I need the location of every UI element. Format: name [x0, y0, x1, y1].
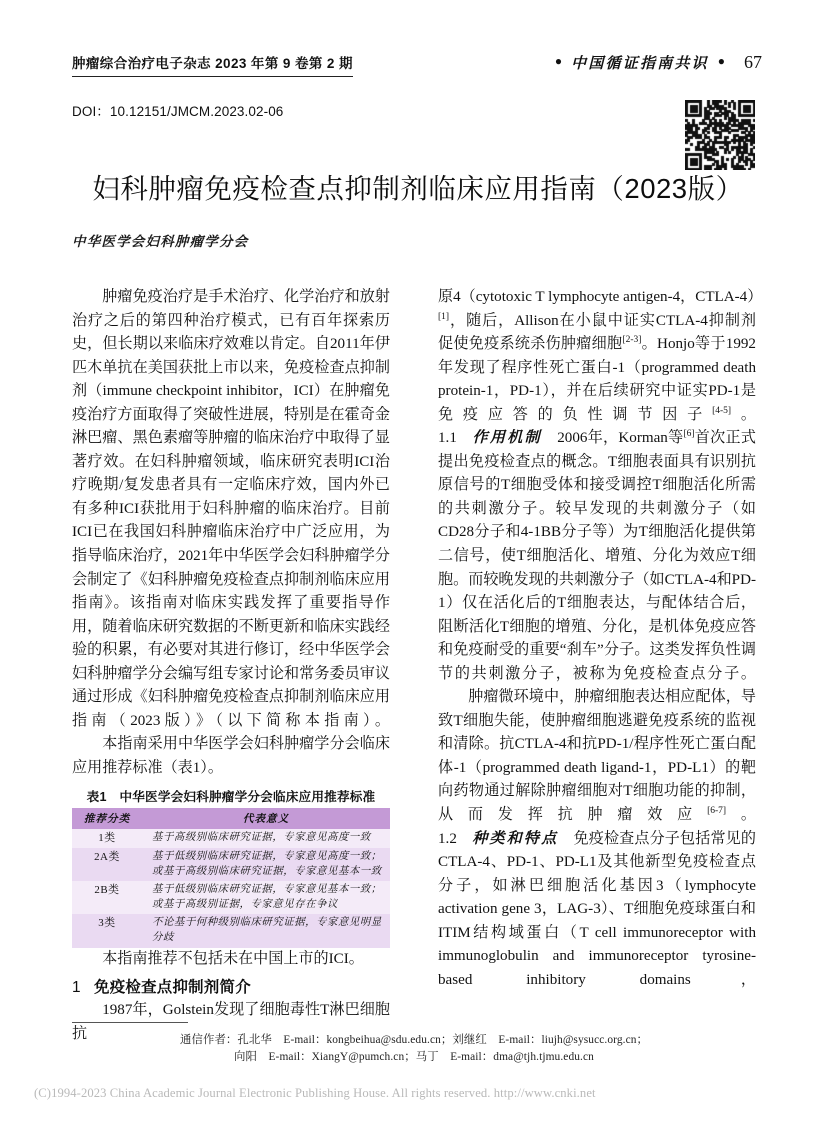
text-run: 肿瘤微环境中，肿瘤细胞表达相应配体，导致T细胞失能，使肿瘤细胞逃避免疫系统的监视和清除。抗CTLA-4和抗PD-1/程序性死亡蛋白配体-1（programmed death ligand-1，PD-L1）的靶向药物通过解除肿瘤细胞对T细胞功能的抑制，从而发挥抗肿瘤效应: [438, 689, 756, 824]
qr-code-icon: [685, 100, 755, 170]
meaning-line: 基于高级别临床研究证据，专家意见高度一致: [152, 832, 371, 844]
table-cell-meaning: [142, 848, 390, 881]
author-affiliation: 中华医学会妇科肿瘤学分会: [72, 234, 249, 249]
meaning-line: 基于低级别临床研究证据，专家意见高度一致；: [152, 851, 382, 863]
section-number: 1: [72, 979, 81, 997]
meaning-line: 不论基于何种级别临床研究证据，专家意见明显分歧: [152, 917, 382, 944]
correspondence-footnote: [72, 1022, 756, 1066]
text-run: 2006年，Korman等: [557, 430, 684, 447]
text-run: ，随后，Allison在小鼠中证实CTLA-4抑制剂促使免疫系统杀伤肿瘤细胞: [438, 312, 756, 353]
text-run: 。Honjo等于1992年发现了程序性死亡蛋白-1（programmed death protein-1，PD-1），并在后续研究中证实PD-1是免疫应答的负性调节因子: [438, 336, 756, 423]
citation-ref: [2-3]: [622, 335, 642, 346]
text-run: 原4（cytotoxic T lymphocyte antigen-4，CTLA-4）: [438, 289, 763, 305]
text-run: 。: [726, 807, 756, 824]
table-cell-meaning: [142, 829, 390, 848]
meaning-line: 或基于高级别证据，专家意见存在争议: [152, 898, 338, 910]
footnote-divider: [72, 1022, 188, 1023]
page-number: 67: [744, 52, 762, 72]
subsection-number: 1.1: [438, 430, 457, 447]
paragraph-ctla4-history: [438, 286, 763, 427]
table-cell-category: 2B类: [72, 881, 142, 914]
table-row: [72, 881, 390, 914]
citation-ref: [6-7]: [707, 806, 727, 816]
bullet-left-icon: ●: [554, 54, 563, 68]
table-row: [72, 914, 390, 947]
table-header-category: 推荐分类: [72, 808, 142, 829]
table-cell-category: 3类: [72, 914, 142, 947]
meaning-line: 或基于高级别临床研究证据，专家意见基本一致: [152, 865, 382, 877]
paragraph-recommendation-standard: 本指南采用中华医学会妇科肿瘤学分会临床应用推荐标准（表1）。: [72, 736, 390, 776]
table-cell-meaning: [142, 914, 390, 947]
left-column: [72, 286, 390, 1046]
paragraph-intro: 肿瘤免疫治疗是手术治疗、化学治疗和放射治疗之后的第四种治疗模式，已有百年探索历史，但长期以来临床疗效难以肯定。自2011年伊匹木单抗在美国获批上市以来，免疫检查点抑制剂（immune checkpoint inhibitor，ICI）在肿瘤免疫治疗方面取得了突破性进展，特别是在霍奇金淋巴瘤、黑色素瘤等肿瘤的临床治疗中取得了显著疗效。在妇科肿瘤领域，临床研究表明ICI治疗晚期/复发患者具有一定临床疗效，国内外已有多种ICI获批用于妇科肿瘤的临床治疗。目前ICI已在我国妇科肿瘤临床治疗中广泛应用，为指导临床治疗，2021年中华医学会妇科肿瘤学分会制定了《妇科肿瘤免疫检查点抑制剂临床应用指南》。该指南对临床实践发挥了重要指导作用，随着临床研究数据的不断更新和临床实践经验的积累，有必要对其进行修订，经中华医学会妇科肿瘤学分会编写组专家讨论和常务委员审议通过形成《妇科肿瘤免疫检查点抑制剂临床应用指南（2023版）》（以下简称本指南）。: [72, 289, 390, 729]
table-row: [72, 829, 390, 848]
citation-ref: [6]: [683, 429, 695, 440]
section-title: 免疫检查点抑制剂简介: [94, 979, 251, 997]
paragraph-mechanism: [438, 427, 756, 686]
section-heading-1: [72, 975, 390, 997]
column-title: 中国循证指南共识: [571, 56, 709, 72]
footnote-line-2: 向阳 E-mail：XiangY@pumch.cn；马丁 E-mail：dma@tjh.tjmu.edu.cn: [234, 1051, 594, 1063]
table-cell-meaning: [142, 881, 390, 914]
page-title: 妇科肿瘤免疫检查点抑制剂临床应用指南（2023版）: [92, 173, 744, 204]
table-cell-category: 1类: [72, 829, 142, 848]
meaning-line: 基于低级别临床研究证据，专家意见基本一致；: [152, 884, 382, 896]
table-caption: 表1 中华医学会妇科肿瘤学分会临床应用推荐标准: [86, 790, 376, 805]
right-column: [438, 286, 763, 992]
text-run: 。: [731, 406, 756, 423]
citation-ref: [4-5]: [712, 405, 732, 416]
subsection-title: 种类和特点: [472, 830, 559, 847]
doi-line: DOI：10.12151/JMCM.2023.02-06: [72, 104, 284, 119]
citation-ref: [1]: [438, 311, 450, 322]
table-header-row: [72, 808, 390, 829]
subsection-number: 1.2: [438, 830, 457, 847]
recommendation-table-wrap: [72, 786, 390, 947]
paragraph-scope-note: 本指南推荐不包括未在中国上市的ICI。: [102, 950, 364, 967]
paragraph-history: 1987年，Golstein发现了细胞毒性T淋巴细胞抗: [72, 1002, 390, 1042]
table-cell-category: 2A类: [72, 848, 142, 881]
bullet-right-icon: ●: [717, 54, 725, 68]
table-header-meaning: 代表意义: [142, 808, 390, 829]
text-run: 免疫检查点分子包括常见的CTLA-4、PD-1、PD-L1及其他新型免疫检查点分子，如淋巴细胞活化基因3（lymphocyte activation gene 3，LAG-3）、T细胞免疫球蛋白和ITIM结构域蛋白（T cell immunoreceptor with immunoglobulin and immunoreceptor tyrosine-based inhibitory domains，: [438, 830, 756, 988]
paragraph-types: [438, 828, 756, 993]
journal-running-head: 肿瘤综合治疗电子杂志 2023 年第 9 卷第 2 期: [72, 52, 353, 77]
running-head: [72, 52, 762, 82]
table-row: [72, 848, 390, 881]
paragraph-microenvironment: [438, 686, 756, 827]
subsection-title: 作用机制: [472, 430, 542, 447]
recommendation-table: [72, 808, 390, 947]
text-run: 首次正式提出免疫检查点的概念。T细胞表面具有识别抗原信号的T细胞受体和接受调控T细胞活化所需的共刺激分子。较早发现的共刺激分子（如CD28分子和4-1BB分子等）为T细胞活化提供第二信号，使T细胞活化、增殖、分化为效应T细胞。而较晚发现的共刺激分子（如CTLA-4和PD-1）仅在活化后的T细胞表达，与配体结合后，阻断活化T细胞的增殖、分化，是机体免疫应答和免疫耐受的重要“刹车”分子。这类发挥负性调节的共刺激分子，被称为免疫检查点分子。: [438, 430, 756, 682]
cnki-watermark: (C)1994-2023 China Academic Journal Electronic Publishing House. All rights reserved. http://www.cnki.net: [34, 1086, 596, 1100]
column-heading-group: [555, 52, 762, 73]
footnote-line-1: 通信作者：孔北华 E-mail：kongbeihua@sdu.edu.cn；刘继红 E-mail：liujh@sysucc.org.cn；: [179, 1034, 649, 1046]
